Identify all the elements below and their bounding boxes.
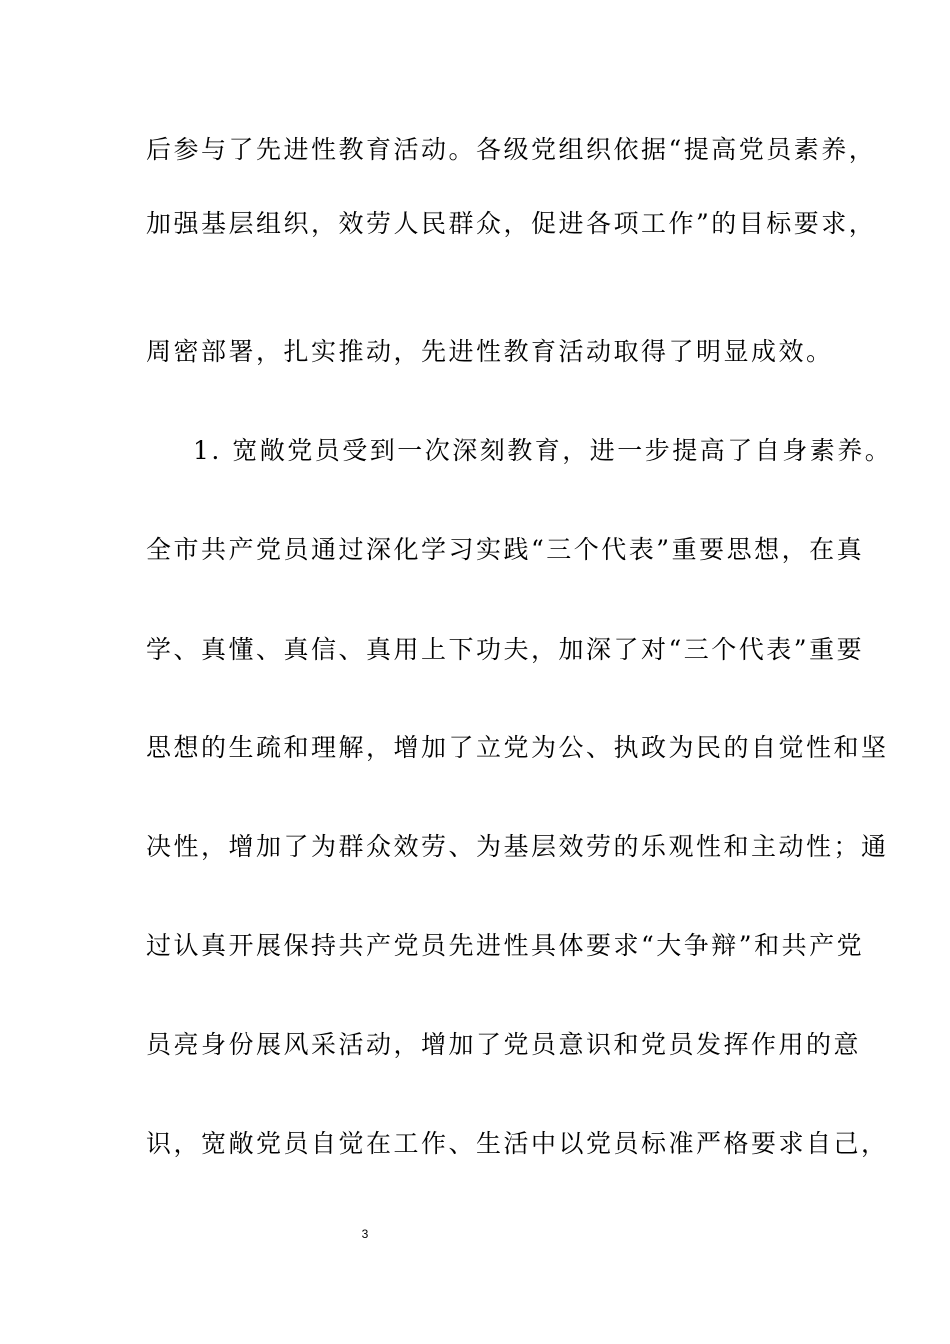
text-line: 加强基层组织，效劳人民群众，促进各项工作”的目标要求， [146, 209, 877, 238]
text-line: 后参与了先进性教育活动。各级党组织依据“提高党员素养， [146, 135, 877, 164]
text-line: 全市共产党员通过深化学习实践“三个代表”重要思想，在真 [146, 535, 865, 564]
text-line: 学、真懂、真信、真用上下功夫，加深了对“三个代表”重要 [146, 635, 865, 664]
page-number: 3 [361, 1227, 369, 1241]
text-line: 周密部署，扎实推动，先进性教育活动取得了明显成效。 [146, 337, 834, 366]
text-line: 员亮身份展风采活动，增加了党员意识和党员发挥作用的意 [146, 1030, 862, 1059]
text-line: 决性，增加了为群众效劳、为基层效劳的乐观性和主动性；通 [146, 832, 889, 861]
text-line: 识，宽敞党员自觉在工作、生活中以党员标准严格要求自己， [146, 1129, 889, 1158]
text-line: 过认真开展保持共产党员先进性具体要求“大争辩”和共产党 [146, 931, 865, 960]
text-line-indented: 1. 宽敞党员受到一次深刻教育，进一步提高了自身素养。 [193, 436, 893, 465]
text-line: 思想的生疏和理解，增加了立党为公、执政为民的自觉性和坚 [146, 733, 889, 762]
